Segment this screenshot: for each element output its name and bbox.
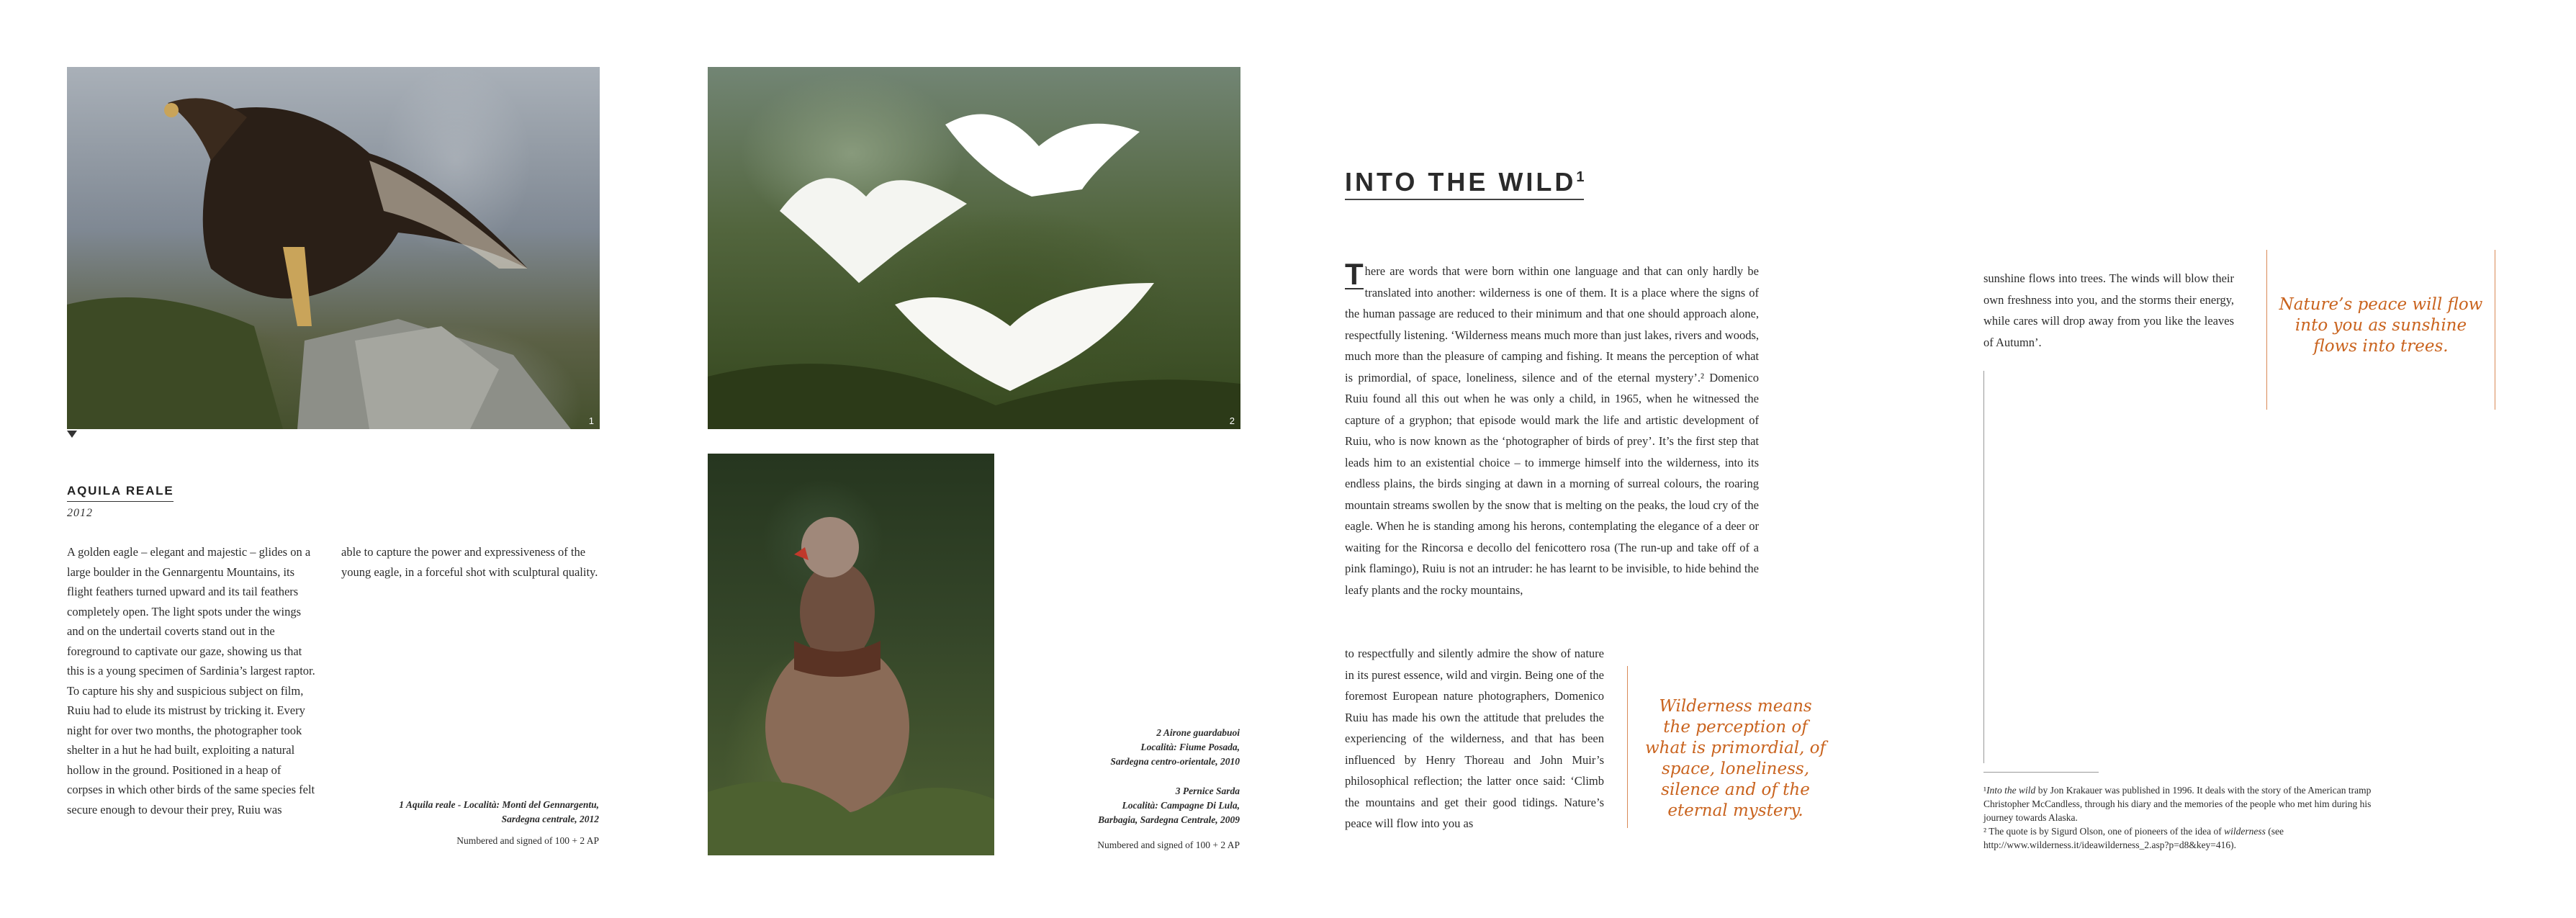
edition-note: Numbered and signed of 100 + 2 AP bbox=[456, 835, 599, 846]
caption-line: Barbagia, Sardegna Centrale, 2009 bbox=[1098, 814, 1240, 825]
section-heading: AQUILA REALE bbox=[67, 484, 174, 502]
article-column-1-continued: to respectfully and silently admire the show of nature in its purest essence, wild and virgin. Being one of the foremost European nature photographers, Domenico Ruiu has made his own the attitude that preludes the experiencing of the wilderness, and that has been influenced by Henry Thoreau and John Muir’s philosophical reflection; the latter once said: ‘Climb the mountains and get their good tidings. Nature’s peace will flow into you as bbox=[1345, 647, 1604, 830]
footnote-text: by Jon Krakauer was published in 1996. It deals with the story of the American tramp Christopher McCandless, through his diary and the memories of the people who met him during his journey towards Alaska. bbox=[1983, 785, 2372, 823]
photo-caption-1 bbox=[341, 798, 599, 827]
article-text: here are words that were born within one language and that can only hardly be translated into another: wilderness is one of them. It is a place where the signs of the human passage are reduced to their minimum and that one should approach alone, respectfully listening. ‘Wilderness means much more than just lakes, rivers and woods, much more than the pleasure of camping and fishing. It means the perception of what is primordial, of space, loneliness, silence and of the eternal mystery’.² Domenico Ruiu found all this out when he was only a child, in 1965, when he witnessed the capture of a gryphon; that episode would mark the life and artistic development of Ruiu, who is now known as the ‘photographer of birds of prey’. It’s the first step that leads him to an existential choice – to immerge himself into the wilderness, into its endless plains, the birds singing at dawn in a morning of surreal colours, the roaring mountain streams swollen by the snow that is melting on the peaks, the loud cry of the eagle. When he is standing among his herons, contemplating the elegance of a deer or waiting for the Rincorsa e decollo del fenicottero rosa (The run-up and take off of a pink flamingo), Ruiu is not an intruder: he has learnt to be invisible, to hide behind the leafy plants and the rocky mountains, bbox=[1345, 264, 1759, 597]
pull-quote-1: Wilderness means the perception of what is primordial, of space, loneliness, silence and of the eternal mystery. bbox=[1627, 666, 1843, 828]
footnote-number: ² bbox=[1983, 826, 1987, 837]
section-year: 2012 bbox=[67, 507, 93, 519]
photo-golden-eagle bbox=[67, 67, 600, 429]
caption-line: Sardegna centro-orientale, 2010 bbox=[1110, 756, 1240, 767]
drop-cap: T bbox=[1345, 257, 1364, 291]
edition-note: Numbered and signed of 100 + 2 AP bbox=[1097, 840, 1240, 850]
footnotes bbox=[1983, 783, 2401, 852]
footnote-number: ¹ bbox=[1983, 785, 1987, 796]
caption-line: Sardegna centrale, 2012 bbox=[501, 814, 599, 824]
article-column-1 bbox=[1345, 257, 1759, 600]
triangle-marker-icon bbox=[67, 431, 77, 438]
photo-caption-2 bbox=[1022, 726, 1240, 769]
photo-partridge bbox=[708, 454, 994, 855]
footnote-emphasis: wilderness bbox=[2224, 826, 2266, 837]
title-footnote-ref: 1 bbox=[1576, 169, 1585, 185]
footnote-text: (see http://www.wilderness.it/ideawilderness_2.asp?p=d8&key=416). bbox=[1983, 826, 2284, 850]
photo-egrets bbox=[708, 67, 1240, 429]
footnote-2 bbox=[1983, 824, 2401, 852]
column-divider bbox=[1983, 371, 1984, 763]
pull-quote-2: Nature’s peace will flow into you as sunshine flows into trees. bbox=[2266, 250, 2495, 410]
body-column-1: A golden eagle – elegant and majestic – glides on a large boulder in the Gennargentu Mountains, its flight feathers turned upward and its tail feathers completely open. The light spots under the wings and on the undertail coverts stand out in the foreground to captivate our gaze, showing us that this is a young specimen of Sardinia’s largest raptor. To capture his shy and suspicious subject on film, Ruiu had to elude its mistrust by tricking it. Every night for over two months, the photographer took shelter in a hut he had built, exploiting a natural hollow in the ground. Positioned in a heap of corpses in which other birds of the same species felt secure enough to devour their prey, Ruiu was bbox=[67, 545, 315, 816]
article-title bbox=[1345, 167, 1584, 200]
photo-number: 1 bbox=[588, 415, 594, 426]
footnote-divider bbox=[1983, 772, 2099, 773]
caption-line: 2 Airone guardabuoi bbox=[1156, 727, 1240, 738]
footnote-1 bbox=[1983, 783, 2401, 824]
body-column-2: able to capture the power and expressiveness of the young eagle, in a forceful shot with sculptural quality. bbox=[341, 545, 598, 579]
caption-line: Località: Campagne Di Lula, bbox=[1122, 800, 1240, 811]
photo-caption-3 bbox=[1022, 784, 1240, 827]
caption-line: 3 Pernice Sarda bbox=[1175, 786, 1240, 796]
partridge-illustration bbox=[708, 454, 994, 855]
eagle-illustration bbox=[67, 67, 600, 429]
egrets-illustration bbox=[708, 67, 1240, 429]
caption-line: 1 Aquila reale - Località: Monti del Gennargentu, bbox=[399, 799, 599, 810]
article-column-2: sunshine flows into trees. The winds will blow their own freshness into you, and the storms their energy, while cares will drop away from you like the leaves of Autumn’. bbox=[1983, 271, 2234, 349]
footnote-text: The quote is by Sigurd Olson, one of pioneers of the idea of bbox=[1986, 826, 2225, 837]
photo-number: 2 bbox=[1229, 415, 1235, 426]
footnote-title: Into the wild bbox=[1986, 785, 2036, 796]
article-title-text: INTO THE WILD bbox=[1345, 167, 1577, 197]
caption-line: Località: Fiume Posada, bbox=[1140, 742, 1240, 752]
